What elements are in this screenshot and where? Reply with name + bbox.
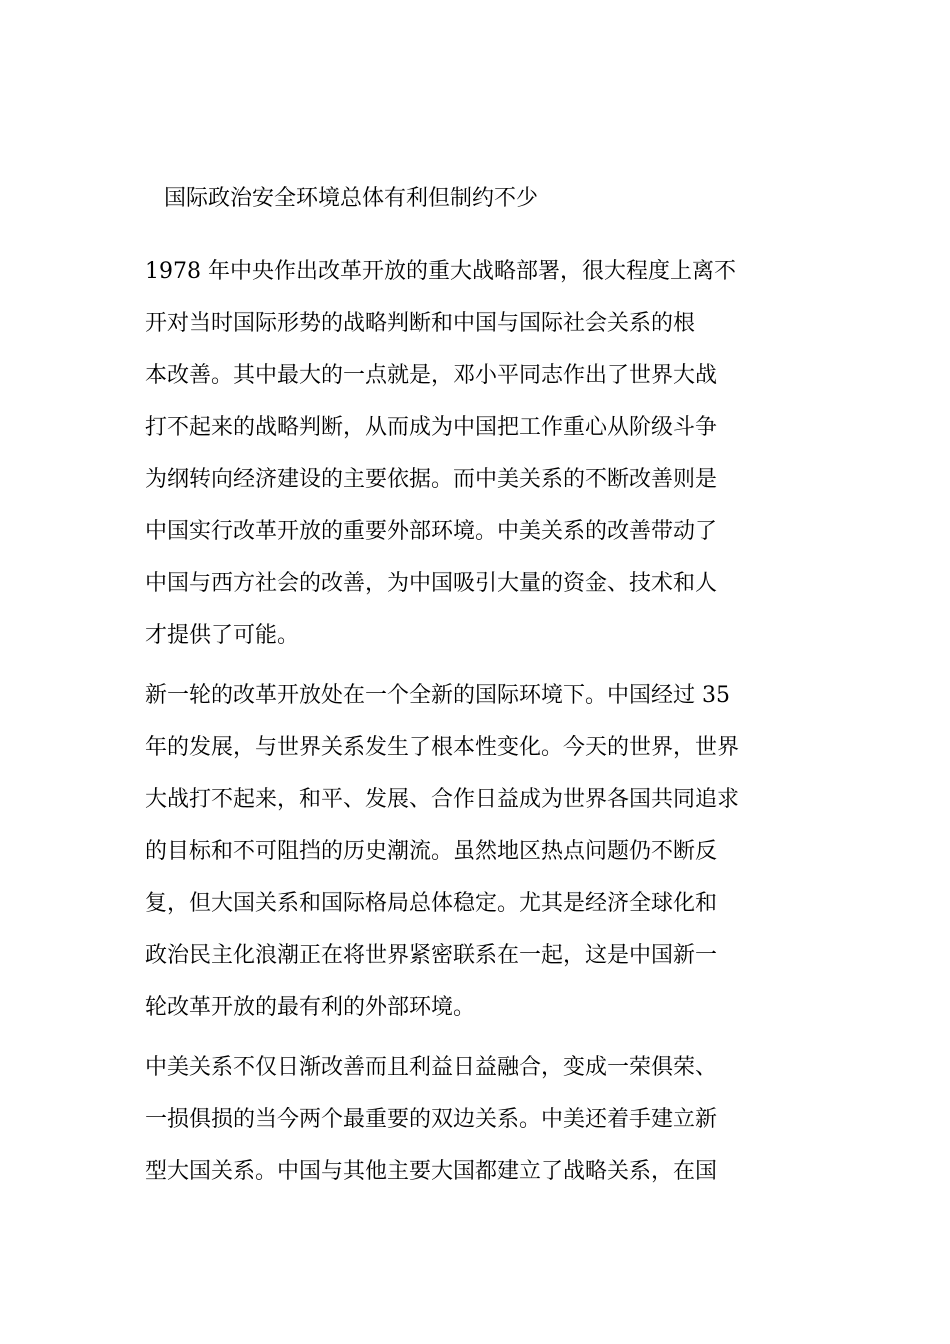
paragraph-line: 年的发展，与世界关系发生了根本性变化。今天的世界，世界 bbox=[145, 735, 740, 760]
paragraph-line: 中国实行改革开放的重要外部环境。中美关系的改善带动了 bbox=[145, 519, 718, 544]
paragraph-3 bbox=[145, 1042, 810, 1198]
paragraph-1 bbox=[145, 246, 810, 662]
paragraph-line: 型大国关系。中国与其他主要大国都建立了战略关系，在国 bbox=[145, 1159, 718, 1184]
paragraph-line: 打不起来的战略判断，从而成为中国把工作重心从阶级斗争 bbox=[145, 415, 718, 440]
paragraph-line: 大战打不起来，和平、发展、合作日益成为世界各国共同追求 bbox=[145, 787, 740, 812]
paragraph-line: 1978 年中央作出改革开放的重大战略部署，很大程度上离不 bbox=[145, 259, 736, 284]
paragraph-line: 中美关系不仅日渐改善而且利益日益融合，变成一荣俱荣、 bbox=[145, 1055, 718, 1080]
paragraph-line: 政治民主化浪潮正在将世界紧密联系在一起，这是中国新一 bbox=[145, 943, 718, 968]
paragraph-line: 开对当时国际形势的战略判断和中国与国际社会关系的根 bbox=[145, 311, 696, 336]
paragraph-line: 的目标和不可阻挡的历史潮流。虽然地区热点问题仍不断反 bbox=[145, 839, 718, 864]
paragraph-line: 一损俱损的当今两个最重要的双边关系。中美还着手建立新 bbox=[145, 1107, 718, 1132]
paragraph-line: 中国与西方社会的改善，为中国吸引大量的资金、技术和人 bbox=[145, 571, 718, 596]
paragraph-line: 轮改革开放的最有利的外部环境。 bbox=[145, 995, 476, 1020]
paragraph-2 bbox=[145, 670, 810, 1034]
paragraph-line: 复，但大国关系和国际格局总体稳定。尤其是经济全球化和 bbox=[145, 891, 718, 916]
paragraph-line: 本改善。其中最大的一点就是，邓小平同志作出了世界大战 bbox=[145, 363, 718, 388]
paragraph-line: 为纲转向经济建设的主要依据。而中美关系的不断改善则是 bbox=[145, 467, 718, 492]
paragraph-line: 才提供了可能。 bbox=[145, 623, 300, 648]
paragraph-line: 新一轮的改革开放处在一个全新的国际环境下。中国经过 35 bbox=[145, 683, 730, 708]
section-heading: 国际政治安全环境总体有利但制约不少 bbox=[164, 186, 539, 211]
